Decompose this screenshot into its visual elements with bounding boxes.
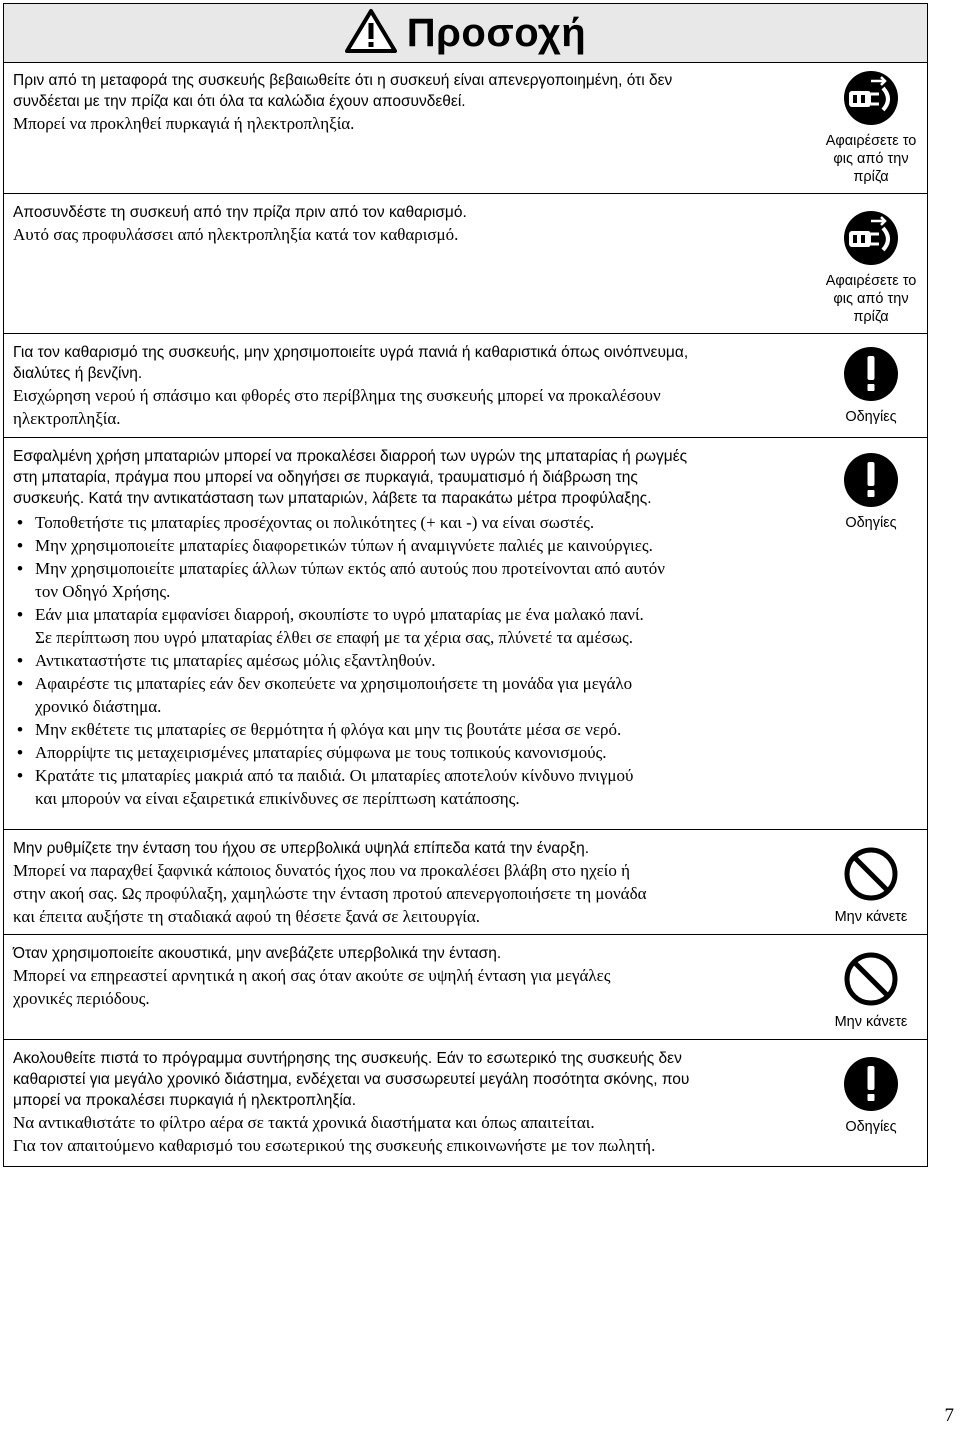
icon-column bbox=[815, 70, 927, 186]
mandatory-instruction-icon bbox=[815, 1056, 927, 1112]
section-text: διαλύτες ή βενζίνη. bbox=[13, 365, 143, 382]
unplug-icon bbox=[815, 70, 927, 126]
list-item: • Μην εκθέτετε τις μπαταρίες σε θερμότητα ή φλόγα και μην τις βουτάτε μέσα σε νερό. bbox=[13, 718, 813, 741]
list-item: • Αφαιρέστε τις μπαταρίες εάν δεν σκοπεύετε να χρησιμοποιήσετε τη μονάδα για μεγάλο χρονικό διάστημα. bbox=[13, 672, 813, 718]
section-text: Για τον καθαρισμό της συσκευής, μην χρησιμοποιείτε υγρά πανιά ή καθαριστικά όπως οινόπνευμα, bbox=[13, 344, 689, 361]
icon-label: Αφαιρέσετε το bbox=[825, 273, 917, 289]
section-text: ηλεκτροπληξία. bbox=[13, 409, 121, 428]
section-text: μπορεί να προκαλέσει πυρκαγιά ή ηλεκτροπληξία. bbox=[13, 1092, 357, 1109]
list-item: • Αντικαταστήστε τις μπαταρίες αμέσως μόλις εξαντληθούν. bbox=[13, 649, 813, 672]
caution-section-transport bbox=[4, 62, 927, 193]
list-item: • Τοποθετήστε τις μπαταρίες προσέχοντας οι πολικότητες (+ και -) να είναι σωστές. bbox=[13, 511, 813, 534]
list-item: • Μην χρησιμοποιείτε μπαταρίες άλλων τύπων εκτός από αυτούς που προτείνονται από αυτόν τον Οδηγό Χρήσης. bbox=[13, 557, 813, 603]
section-text: Αποσυνδέστε τη συσκευή από την πρίζα πριν από τον καθαρισμό. bbox=[13, 204, 467, 221]
section-text: Μην ρυθμίζετε την ένταση του ήχου σε υπερβολικά υψηλά επίπεδα κατά την έναρξη. bbox=[13, 840, 590, 857]
icon-column bbox=[815, 452, 927, 532]
caution-section-volume-start bbox=[4, 829, 927, 934]
mandatory-instruction-icon bbox=[815, 346, 927, 402]
section-text: Μπορεί να προκληθεί πυρκαγιά ή ηλεκτροπληξία. bbox=[13, 114, 355, 133]
icon-label: Μην κάνετε bbox=[834, 909, 908, 925]
list-item: • Απορρίψτε τις μεταχειρισμένες μπαταρίες σύμφωνα με τους τοπικούς κανονισμούς. bbox=[13, 741, 813, 764]
page-number: 7 bbox=[944, 1405, 954, 1426]
section-text: Πριν από τη μεταφορά της συσκευής βεβαιωθείτε ότι η συσκευή είναι απενεργοποιημένη, ότι δεν bbox=[13, 72, 673, 89]
caution-title: Προσοχή bbox=[406, 10, 587, 55]
section-text: Αυτό σας προφυλάσσει από ηλεκτροπληξία κατά τον καθαρισμό. bbox=[13, 225, 459, 244]
unplug-icon bbox=[815, 210, 927, 266]
icon-column bbox=[815, 951, 927, 1031]
caution-section-cleaning-liquids bbox=[4, 333, 927, 437]
icon-label: φις από την bbox=[833, 151, 909, 167]
caution-section-maintenance bbox=[4, 1039, 927, 1166]
caution-section-batteries bbox=[4, 437, 927, 829]
icon-label: πρίζα bbox=[853, 309, 889, 325]
caution-section-headphones bbox=[4, 934, 927, 1039]
section-text: Εισχώρηση νερού ή σπάσιμο και φθορές στο περίβλημα της συσκευής μπορεί να προκαλέσουν bbox=[13, 386, 661, 405]
section-text: συνδέεται με την πρίζα και ότι όλα τα καλώδια έχουν αποσυνδεθεί. bbox=[13, 93, 466, 110]
section-text: συσκευής. Κατά την αντικατάσταση των μπαταριών, λάβετε τα παρακάτω μέτρα προφύλαξης. bbox=[13, 490, 652, 507]
section-text: καθαριστεί για μεγάλο χρονικό διάστημα, ενδέχεται να συσσωρευτεί μεγάλη ποσότητα σκόνης, που bbox=[13, 1071, 690, 1088]
mandatory-instruction-icon bbox=[815, 452, 927, 508]
icon-label: φις από την bbox=[833, 291, 909, 307]
icon-column bbox=[815, 1056, 927, 1136]
icon-label: Οδηγίες bbox=[845, 409, 897, 425]
section-text: Να αντικαθιστάτε το φίλτρο αέρα σε τακτά χρονικά διαστήματα και όπως απαιτείται. bbox=[13, 1113, 595, 1132]
section-text: και έπειτα αυξήστε τη σταδιακά αφού τη θέσετε ξανά σε λειτουργία. bbox=[13, 907, 481, 926]
section-text: Για τον απαιτούμενο καθαρισμό του εσωτερικού της συσκευής επικοινωνήστε με τον πωλητή. bbox=[13, 1136, 656, 1155]
icon-label: Οδηγίες bbox=[845, 515, 897, 531]
list-item: • Εάν μια μπαταρία εμφανίσει διαρροή, σκουπίστε το υγρό μπαταρίας με ένα μαλακό πανί. Σε περίπτωση που υγρό μπαταρίας έλθει σε επαφή με τα χέρια σας, πλύνετέ τα αμέσως. bbox=[13, 603, 813, 649]
caution-box bbox=[3, 3, 928, 1167]
section-text: χρονικές περιόδους. bbox=[13, 989, 150, 1008]
icon-column bbox=[815, 346, 927, 426]
warning-triangle-icon bbox=[345, 8, 397, 59]
list-item: • Μην χρησιμοποιείτε μπαταρίες διαφορετικών τύπων ή αναμιγνύετε παλιές με καινούργιες. bbox=[13, 534, 813, 557]
section-text: Εσφαλμένη χρήση μπαταριών μπορεί να προκαλέσει διαρροή των υγρών της μπαταρίας ή ρωγμές bbox=[13, 448, 688, 465]
section-text: στην ακοή σας. Ως προφύλαξη, χαμηλώστε την ένταση προτού απενεργοποιήσετε τη μονάδα bbox=[13, 884, 647, 903]
icon-label: Αφαιρέσετε το bbox=[825, 133, 917, 149]
caution-header bbox=[4, 4, 927, 63]
section-text: Ακολουθείτε πιστά το πρόγραμμα συντήρησης της συσκευής. Εάν το εσωτερικό της συσκευής δεν bbox=[13, 1050, 682, 1067]
section-text: στη μπαταρία, πράγμα που μπορεί να οδηγήσει σε πυρκαγιά, τραυματισμό ή διάβρωση της bbox=[13, 469, 638, 486]
icon-label: Μην κάνετε bbox=[834, 1014, 908, 1030]
battery-precautions-list bbox=[13, 511, 813, 810]
section-text: Μπορεί να παραχθεί ξαφνικά κάποιος δυνατός ήχος που να προκαλέσει βλάβη στο ηχείο ή bbox=[13, 861, 630, 880]
list-item: • Κρατάτε τις μπαταρίες μακριά από τα παιδιά. Οι μπαταρίες αποτελούν κίνδυνο πνιγμού και μπορούν να είναι εξαιρετικά επικίνδυνες σε περίπτωση κατάποσης. bbox=[13, 764, 813, 810]
icon-label: Οδηγίες bbox=[845, 1119, 897, 1135]
caution-section-unplug-cleaning bbox=[4, 193, 927, 333]
icon-label: πρίζα bbox=[853, 169, 889, 185]
prohibition-icon bbox=[815, 951, 927, 1007]
icon-column bbox=[815, 846, 927, 926]
icon-column bbox=[815, 210, 927, 326]
section-text: Μπορεί να επηρεαστεί αρνητικά η ακοή σας όταν ακούτε σε υψηλή ένταση για μεγάλες bbox=[13, 966, 611, 985]
section-text: Όταν χρησιμοποιείτε ακουστικά, μην ανεβάζετε υπερβολικά την ένταση. bbox=[13, 945, 502, 962]
prohibition-icon bbox=[815, 846, 927, 902]
